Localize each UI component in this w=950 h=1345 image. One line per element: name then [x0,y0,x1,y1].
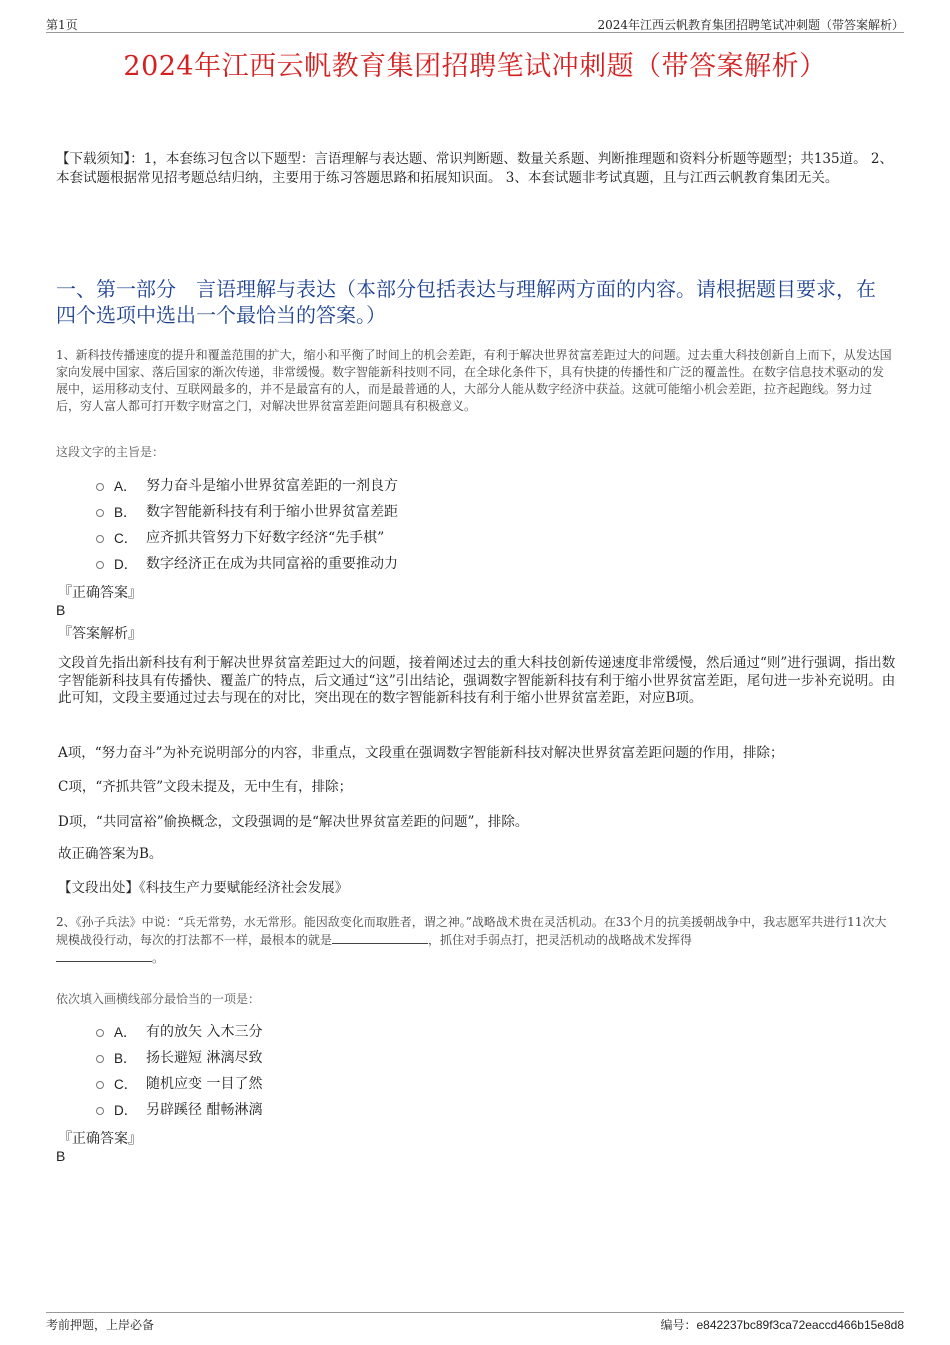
document-code: 编号：e842237bc89f3ca72eaccd466b15e8d8 [660,1318,904,1332]
option-d[interactable]: D． 数字经济正在成为共同富裕的重要推动力 [96,550,398,576]
analysis-paragraph: 文段首先指出新科技有利于解决世界贫富差距过大的问题，接着阐述过去的重大科技创新传递速度非常缓慢，然后通过“则”进行强调，指出数字智能新科技具有传播快、覆盖广的特点，后文通过“这”引出结论，强调数字智能新科技有利于缩小世界贫富差距，尾句进一步补充说明。由此可知，文段主要通过过去与现在的对比，突出现在的数字智能新科技有利于缩小世界贫富差距，对应B项。 [58,655,896,706]
radio-icon[interactable] [96,1029,104,1037]
page-footer [46,1312,904,1333]
analysis-option-a: A项，“努力奋斗”为补充说明部分的内容，非重点，文段重在强调数字智能新科技对解决世界贫富差距问题的作用，排除； [58,745,784,761]
option-c[interactable]: C． 应齐抓共管努力下好数字经济“先手棋” [96,524,398,550]
question-1-options [96,472,398,576]
answer-label: 『正确答案』 [58,1131,142,1147]
question-1-text: 1、新科技传播速度的提升和覆盖范围的扩大，缩小和平衡了时间上的机会差距，有利于解决世界贫富差距过大的问题。过去重大科技创新自上而下，从发达国家向发展中国家、落后国家的渐次传递，非常缓慢。数字智能新科技则不同，在全球化条件下，具有快捷的传播性和广泛的覆盖性。在数字信息技术驱动的发展中，运用移动支付、互联网最多的，并不是最富有的人，而是最普通的人，大部分人能从数字经济中获益。这就可能缩小机会差距，拉齐起跑线。努力过后，穷人富人都可打开数字财富之门，对解决世界贫富差距问题具有积极意义。 [56,348,892,413]
radio-icon[interactable] [96,1081,104,1089]
question-1-prompt: 这段文字的主旨是： [56,445,165,459]
header-doc-title: 2024年江西云帆教育集团招聘笔试冲刺题（带答案解析） [597,18,904,32]
correct-answer: B [56,602,66,618]
page-number: 第1页 [46,18,78,32]
answer-label: 『正确答案』 [58,585,142,601]
analysis-option-c: C项，“齐抓共管”文段未提及，无中生有，排除； [58,779,353,795]
analysis-label: 『答案解析』 [58,626,142,642]
radio-icon[interactable] [96,1107,104,1115]
question-2-options [96,1018,262,1122]
radio-icon[interactable] [96,535,104,543]
radio-icon[interactable] [96,483,104,491]
radio-icon[interactable] [96,561,104,569]
footer-slogan: 考前押题，上岸必备 [46,1318,155,1332]
option-a[interactable]: A． 努力奋斗是缩小世界贫富差距的一剂良方 [96,472,398,498]
radio-icon[interactable] [96,509,104,517]
radio-icon[interactable] [96,1055,104,1063]
question-2-text: 2、《孙子兵法》中说：“兵无常势，水无常形。能因敌变化而取胜者，谓之神。”战略战术贵在灵活机动。在33个月的抗美援朝战争中，我志愿军共进行11次大规模战役行动，每次的打法都不一样，最根本的就是 ，抓住对手弱点打，把灵活机动的战略战术发挥得 。 [56,915,887,965]
analysis-option-d: D项，“共同富裕”偷换概念，文段强调的是“解决世界贫富差距的问题”，排除。 [58,814,529,830]
option-c[interactable]: C． 随机应变 一目了然 [96,1070,262,1096]
option-b[interactable]: B． 扬长避短 淋漓尽致 [96,1044,262,1070]
fill-blank-2[interactable] [56,949,152,962]
analysis-conclusion: 故正确答案为B。 [58,846,163,862]
source-citation: 【文段出处】《科技生产力要赋能经济社会发展》 [58,880,349,896]
question-2-prompt: 依次填入画横线部分最恰当的一项是： [56,992,261,1006]
download-notice: 【下载须知】：1，本套练习包含以下题型：言语理解与表达题、常识判断题、数量关系题、判断推理题和资料分析题等题型；共135道。 2、本套试题根据常见招考题总结归纳，主要用于练习答题思路和拓展知识面。 3、本套试题非考试真题，且与江西云帆教育集团无关。 [56,151,893,186]
document-title: 2024年江西云帆教育集团招聘笔试冲刺题（带答案解析） [123,51,827,82]
fill-blank-1[interactable] [332,931,428,944]
correct-answer: B [56,1148,66,1164]
option-a[interactable]: A． 有的放矢 入木三分 [96,1018,262,1044]
option-d[interactable]: D． 另辟蹊径 酣畅淋漓 [96,1096,262,1122]
page-header [46,14,904,33]
section-heading: 一、第一部分 言语理解与表达（本部分包括表达与理解两方面的内容。请根据题目要求，在四个选项中选出一个最恰当的答案。） [56,277,876,327]
option-b[interactable]: B． 数字智能新科技有利于缩小世界贫富差距 [96,498,398,524]
